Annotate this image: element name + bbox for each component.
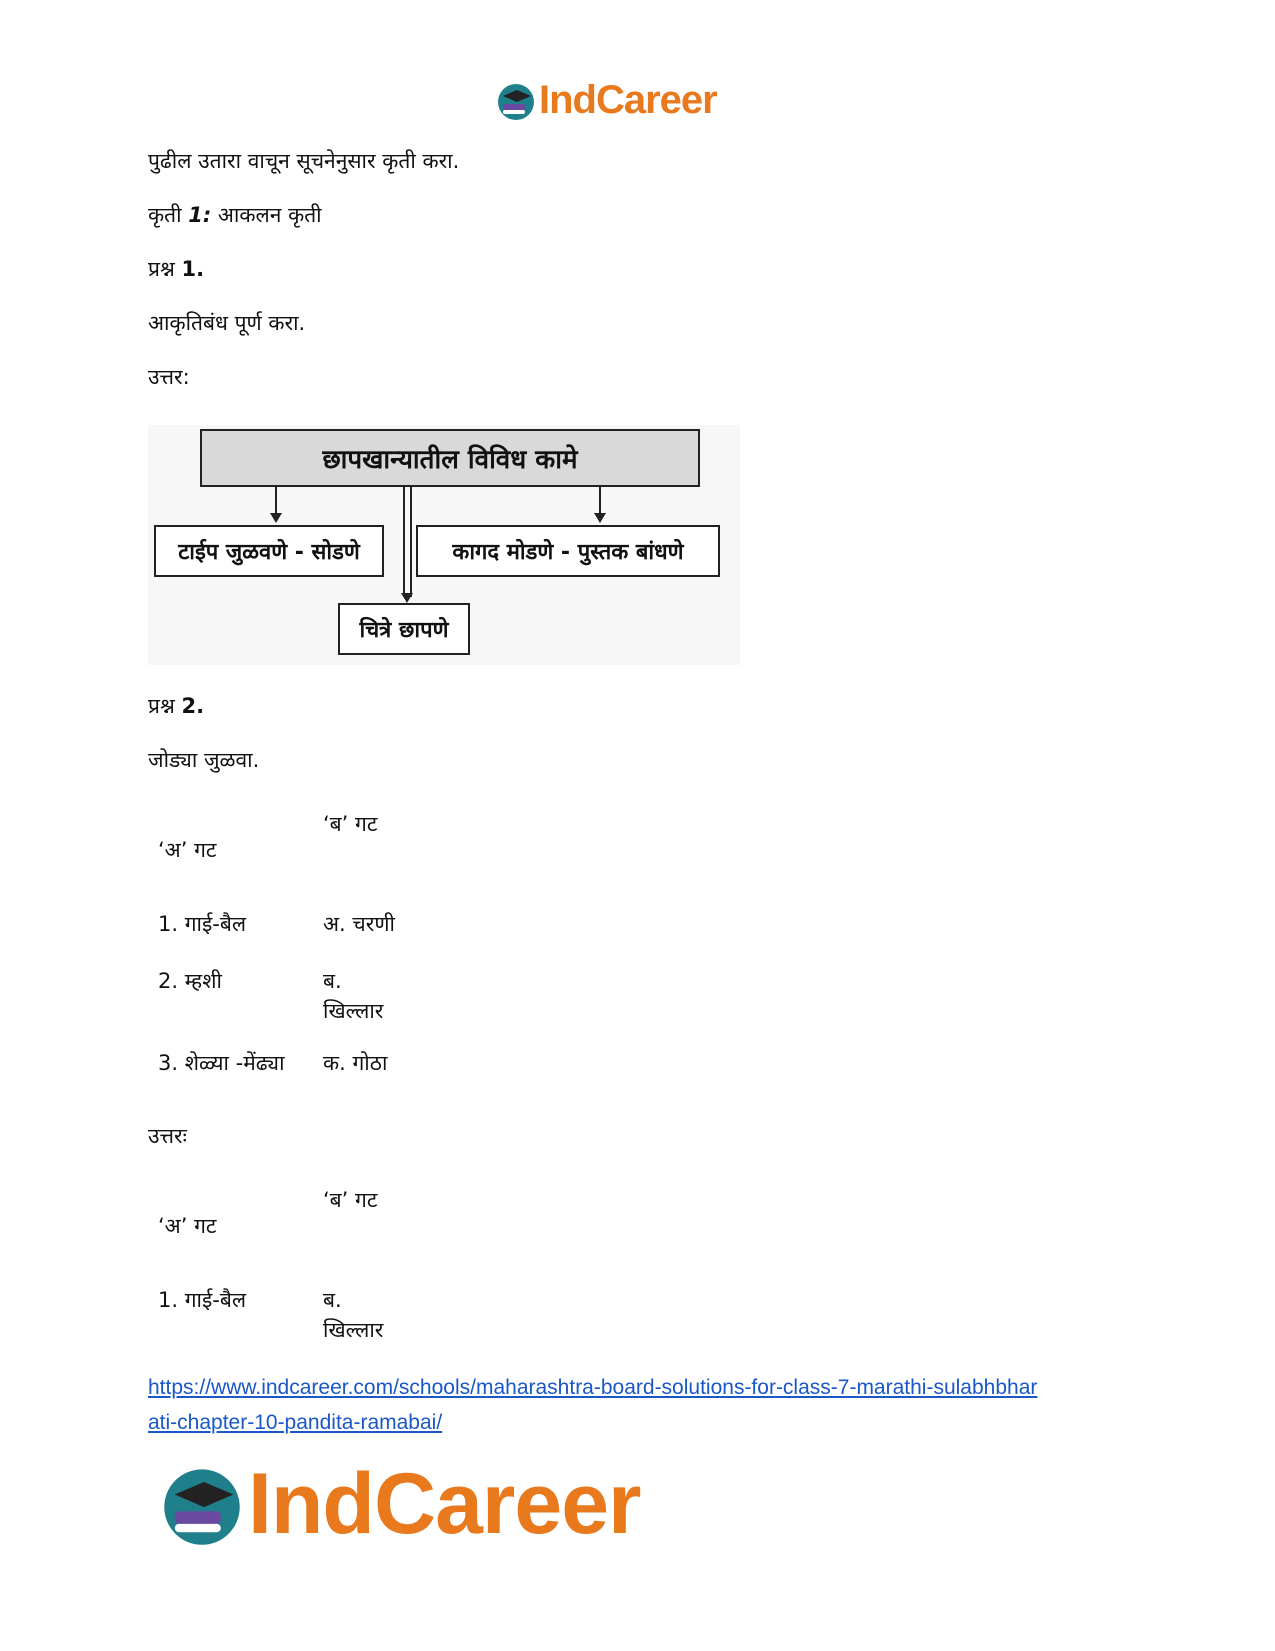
table-row-3-b: क. गोठा xyxy=(323,1051,388,1075)
table-row-2-b: ब. xyxy=(323,969,342,993)
table-row-1-b: ब. xyxy=(323,1288,342,1312)
activity-title: आकलन कृती xyxy=(211,203,322,227)
table-row-3-a: 3. शेळ्या -मेंढ्या xyxy=(158,1051,285,1075)
column-a-header: ‘अ’ गट xyxy=(158,1214,217,1238)
answer-2-label: उत्तरः xyxy=(148,1124,187,1148)
question-1-number: 1. xyxy=(181,257,205,281)
diagram-bottom-box: चित्रे छापणे xyxy=(338,603,470,655)
match-table xyxy=(158,810,458,1080)
column-b-header: ‘ब’ गट xyxy=(323,812,378,836)
diagram-top-box: छापखान्यातील विविध कामे xyxy=(200,429,700,487)
tree-diagram xyxy=(148,425,740,665)
brand-wordmark: IndCareer xyxy=(539,78,717,122)
question-2-number: 2. xyxy=(181,694,205,718)
question-1-text: आकृतिबंध पूर्ण करा. xyxy=(148,311,306,335)
question-1-prefix: प्रश्न xyxy=(148,257,182,281)
table-row-1-a: 1. गाई-बैल xyxy=(158,1288,247,1312)
table-row-1-a: 1. गाई-बैल xyxy=(158,912,247,936)
activity-heading xyxy=(148,201,322,229)
diagram-right-box: कागद मोडणे - पुस्तक बांधणे xyxy=(416,525,720,577)
graduation-book-icon xyxy=(495,80,537,122)
table-row-1-b-cont: खिल्लार xyxy=(323,1318,384,1342)
instruction-text: पुढील उतारा वाचून सूचनेनुसार कृती करा. xyxy=(148,149,460,173)
activity-prefix: कृती xyxy=(148,203,189,227)
question-2-heading xyxy=(148,692,204,720)
source-link[interactable] xyxy=(148,1371,1158,1441)
table-row-2-a: 2. म्हशी xyxy=(158,969,222,993)
brand-wordmark: IndCareer xyxy=(248,1456,641,1552)
question-2-prefix: प्रश्न xyxy=(148,694,182,718)
table-row-2-b-cont: खिल्लार xyxy=(323,999,384,1023)
question-2-text: जोड्या जुळवा. xyxy=(148,748,260,772)
column-a-header: ‘अ’ गट xyxy=(158,838,217,862)
diagram-left-box: टाईप जुळवणे - सोडणे xyxy=(154,525,384,577)
activity-number: 1: xyxy=(188,203,212,227)
table-row-1-b: अ. चरणी xyxy=(323,912,395,936)
answer-table xyxy=(158,1186,458,1346)
graduation-book-icon xyxy=(158,1461,246,1549)
column-b-header: ‘ब’ गट xyxy=(323,1188,378,1212)
header-logo xyxy=(495,78,717,123)
answer-1-label: उत्तर: xyxy=(148,365,190,389)
footer-logo xyxy=(158,1455,641,1554)
question-1-heading xyxy=(148,255,204,283)
source-link-line-1[interactable]: https://www.indcareer.com/schools/maharashtra-board-solutions-for-class-7-marathi-sulabhbhar xyxy=(148,1376,1038,1399)
source-link-line-2[interactable]: ati-chapter-10-pandita-ramabai/ xyxy=(148,1411,443,1434)
